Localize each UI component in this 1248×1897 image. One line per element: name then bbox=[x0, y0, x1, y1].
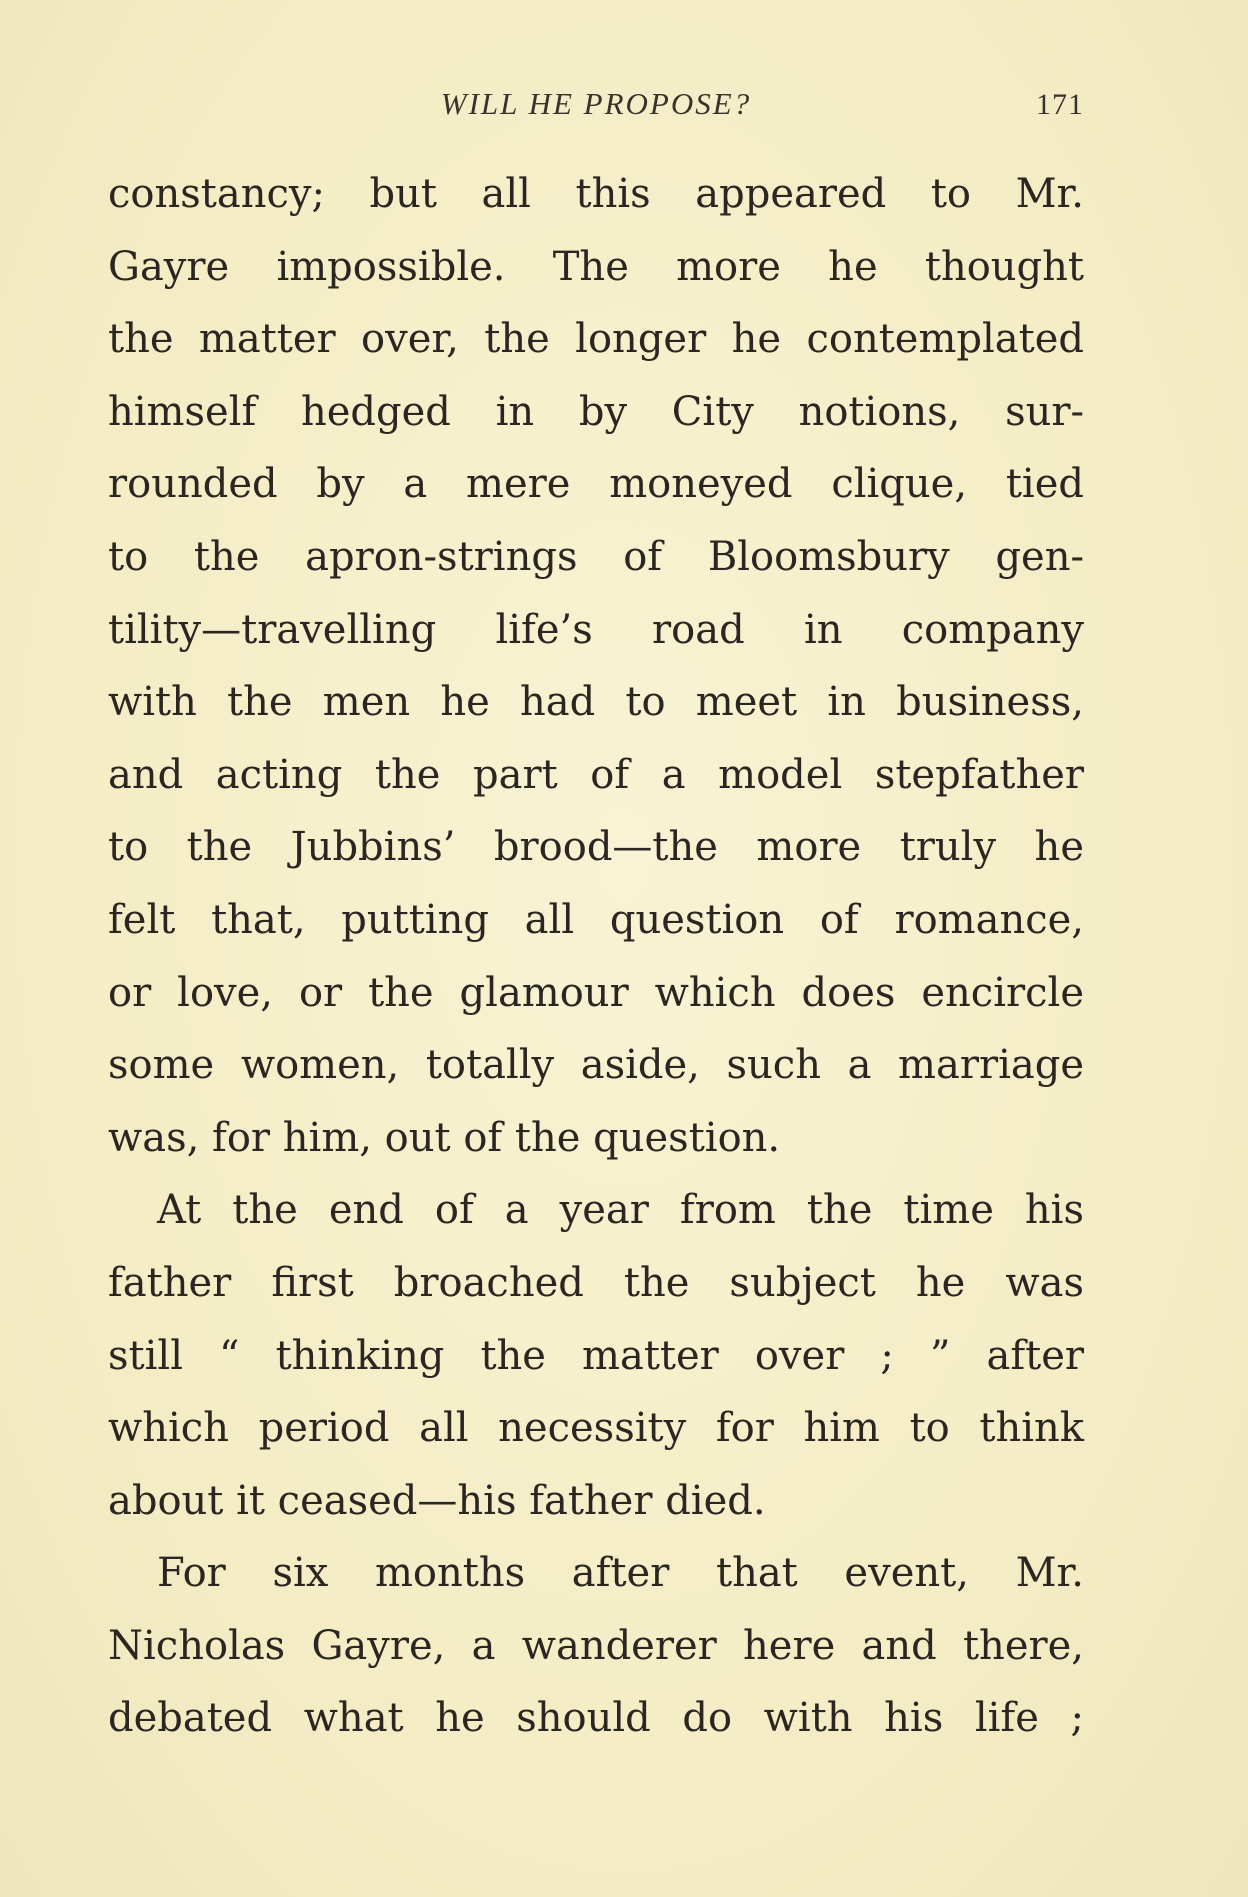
running-title: WILL HE PROPOSE? bbox=[440, 86, 752, 121]
text-line: debated what he should do with his life ; bbox=[108, 1695, 1084, 1742]
text-line: which period all necessity for him to think bbox=[108, 1405, 1084, 1452]
text-line: with the men he had to meet in business, bbox=[108, 679, 1084, 726]
text-line: Gayre impossible. The more he thought bbox=[108, 243, 1084, 290]
paragraph-end-line: was, for him, out of the question. bbox=[108, 1114, 781, 1161]
text-line: the matter over, the longer he contemplated bbox=[108, 316, 1084, 363]
text-line: Nicholas Gayre, a wanderer here and there, bbox=[108, 1622, 1084, 1669]
running-header bbox=[108, 86, 1084, 126]
paragraph-start-line: At the end of a year from the time his bbox=[157, 1187, 1084, 1234]
text-line: rounded by a mere moneyed clique, tied bbox=[108, 461, 1084, 508]
text-line: and acting the part of a model stepfather bbox=[108, 751, 1084, 798]
body-text bbox=[108, 158, 1084, 1755]
text-line: to the apron-strings of Bloomsbury gen- bbox=[108, 533, 1084, 580]
text-line: himself hedged in by City notions, sur- bbox=[108, 388, 1084, 435]
paragraph-end-line: about it ceased—his father died. bbox=[108, 1477, 766, 1524]
text-line: still “ thinking the matter over ; ” after bbox=[108, 1332, 1084, 1379]
text-line: felt that, putting all question of romance, bbox=[108, 896, 1084, 943]
text-line: to the Jubbins’ brood—the more truly he bbox=[108, 824, 1084, 871]
text-line: or love, or the glamour which does encircle bbox=[108, 969, 1084, 1016]
page-number: 171 bbox=[1036, 88, 1084, 121]
text-line: tility—travelling life’s road in company bbox=[108, 606, 1084, 653]
paragraph-start-line: For six months after that event, Mr. bbox=[157, 1550, 1084, 1597]
text-line: some women, totally aside, such a marriage bbox=[108, 1042, 1084, 1089]
text-line: constancy; but all this appeared to Mr. bbox=[108, 171, 1084, 217]
text-line: father first broached the subject he was bbox=[108, 1259, 1084, 1306]
